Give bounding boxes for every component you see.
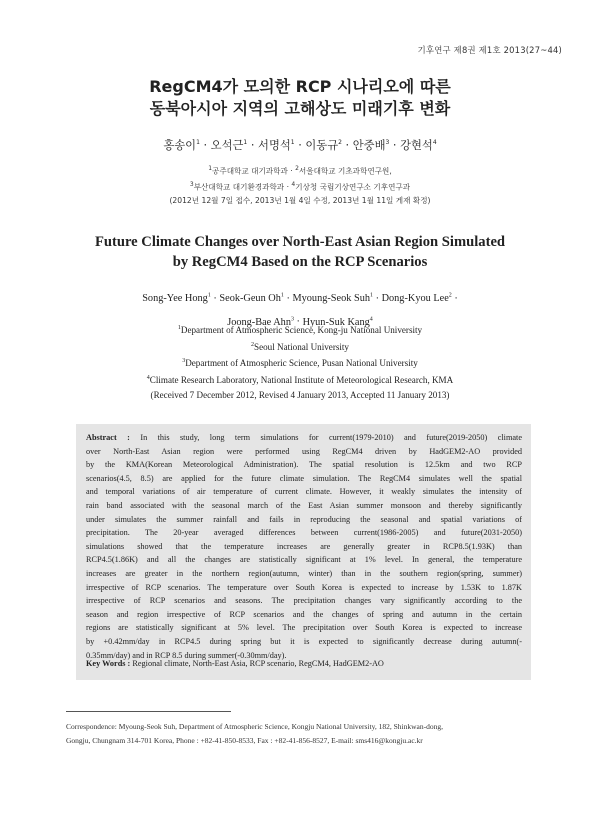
- english-title: [0, 232, 600, 272]
- running-head: 기후연구 제8권 제1호 2013(27~44): [417, 45, 562, 55]
- korean-title-line: 동북아시아 지역의 고해상도 미래기후 변화: [149, 99, 451, 118]
- footnote-rule: [66, 711, 231, 712]
- english-title-line: Future Climate Changes over North-East Asian Region Simulated: [94, 234, 506, 250]
- keywords-text: Regional climate, North-East Asia, RCP scenario, RegCM4, HadGEM2-AO: [130, 659, 384, 668]
- english-title-line: by RegCM4 Based on the RCP Scenarios: [172, 254, 428, 270]
- abstract-line: irrespective of RCP scenarios and seasons. The precipitation changes vary significantly according to the: [86, 596, 522, 606]
- english-author: Dong-Kyou Lee$^2$: [381, 293, 452, 305]
- abstract-line: precipitation. The 20-year averaged differences between current(1986-2005) and future(2031-2050): [86, 528, 522, 538]
- korean-author: 서명석$^1$: [258, 139, 295, 152]
- abstract-line: season and region irrespective of RCP scenarios and the changes of spring and autumn in the certain: [86, 609, 522, 619]
- english-affiliations: [0, 321, 600, 402]
- english-author: Song-Yee Hong$^1$: [142, 293, 211, 305]
- abstract-line: irrespective of RCP scenarios. The temperature over South Korea is expected to increase by 1.53K to 1.87K: [86, 582, 522, 592]
- correspondence-line: Gongju, Chungnam 314-701 Korea, Phone : +82-41-850-8533, Fax : +82-41-856-8527, E-mail: sms416@kongju.ac.kr: [66, 735, 423, 745]
- abstract-line: and temporal variations of air temperature of current climate. However, it weakly simulates the intensity of: [86, 487, 522, 497]
- keywords: [86, 659, 522, 668]
- korean-author: 오석근$^1$: [210, 139, 248, 152]
- correspondence-line: Correspondence: Myoung-Seok Suh, Department of Atmospheric Science, Kongju National University, 182, Shinkwan-dong,: [66, 722, 443, 731]
- korean-affiliation-line: $^3$부산대학교 대기환경과학과 · $^4$기상청 국립기상연구소 기후연구과: [189, 181, 411, 192]
- abstract-line: RCP4.5(1.86K) and all the changes are statistically significant at 1% level. In general, the temperature: [86, 555, 522, 565]
- abstract-line: Abstract : In this study, long term simulations for current(1979-2010) and future(2019-2050) climate: [86, 433, 522, 442]
- abstract-line: regions are statistically significant at 5% level. The precipitation over South Korea is expected to increase: [86, 623, 522, 633]
- korean-title-line: RegCM4가 모의한 RCP 시나리오에 따른: [149, 77, 451, 96]
- abstract-label: Abstract :: [86, 433, 130, 442]
- korean-author: 안중배$^3$: [352, 139, 390, 152]
- english-author-line: Song-Yee Hong$^1$ · Seok-Geun $Oh^1$ · Myoung-Seok Suh$^1$ · Dong-Kyou Lee$^2$ ·: [142, 293, 458, 305]
- abstract-line: by +0.42mm/day in RCP4.5 during spring but it is expected to significantly decrease during autumn(-: [86, 636, 522, 646]
- correspondence-footnote: [66, 720, 538, 748]
- korean-author-list: 홍송이$^1$ · 오석근$^1$ · 서명석$^1$ · 이동규$^2$ · 안중배$^3$ · 강현석$^4$: [163, 139, 437, 152]
- korean-affiliation-line: $^1$공주대학교 대기과학과 · $^2$서울대학교 기초과학연구원,: [208, 165, 392, 176]
- korean-title: [0, 76, 600, 120]
- abstract-line: increases are greater in the northern region(autumn, winter) than in the southern region(spring, summer): [86, 568, 522, 578]
- abstract-line: simulations showed that the temperature increases are generally greater in RCP8.5(1.93K) than: [86, 541, 522, 551]
- abstract-line: over North-East Asian region were performed using RegCM4 driven by HadGEM2-AO provided: [86, 446, 522, 456]
- keywords-label: Key Words :: [86, 659, 131, 668]
- korean-author: 이동규$^2$: [305, 139, 342, 152]
- english-received-dates: (Received 7 December 2012, Revised 4 January 2013, Accepted 11 January 2013): [150, 389, 450, 400]
- korean-affiliations: [0, 162, 600, 208]
- english-affiliation-line: $^2$Seoul National University: [251, 341, 349, 352]
- abstract-line: scenarios(4.5, 8.5) are applied for the future climate simulation. The RegCM4 simulates well the spatial: [86, 473, 522, 483]
- abstract-line: rain band associated with the seasonal march of the East Asian summer monsoon and thereby significantly: [86, 500, 522, 510]
- english-author: Myoung-Seok Suh$^1$: [292, 293, 373, 305]
- english-author: Joong-Bae Ahn$^3$: [227, 316, 294, 328]
- abstract: [86, 431, 522, 662]
- abstract-line: 0.35mm/day) and in RCP 8.5 during summer(-0.30mm/day).: [86, 650, 287, 660]
- korean-author: 강현석$^4$: [400, 139, 437, 152]
- english-author-line: Joong-Bae Ahn$^3$ · Hyun-Suk Kang$^4$: [227, 316, 373, 328]
- english-author: Hyun-Suk Kang$^4$: [302, 316, 373, 328]
- english-affiliation-line: $^4$Climate Research Laboratory, National Institute of Meteorological Research, KMA: [146, 374, 454, 385]
- abstract-line: by the KMA(Korean Meteorological Administration). The spatial resolution is 12.5km and two RCP: [86, 460, 522, 470]
- english-affiliation-line: $^1$Department of Atmospheric Science, Kong-ju National University: [177, 325, 423, 336]
- english-affiliation-line: $^3$Department of Atmospheric Science, Pusan National University: [182, 358, 418, 369]
- english-author: Seok-Geun Oh$^1$: [219, 293, 284, 305]
- korean-received-dates: (2012년 12월 7일 접수, 2013년 1월 4일 수정, 2013년 1월 11일 게재 확정): [169, 196, 431, 206]
- korean-author: 홍송이$^1$: [163, 139, 200, 152]
- abstract-line: under simulates the summer rainfall and fails in reproducing the seasonal and spatial variations of: [86, 514, 522, 524]
